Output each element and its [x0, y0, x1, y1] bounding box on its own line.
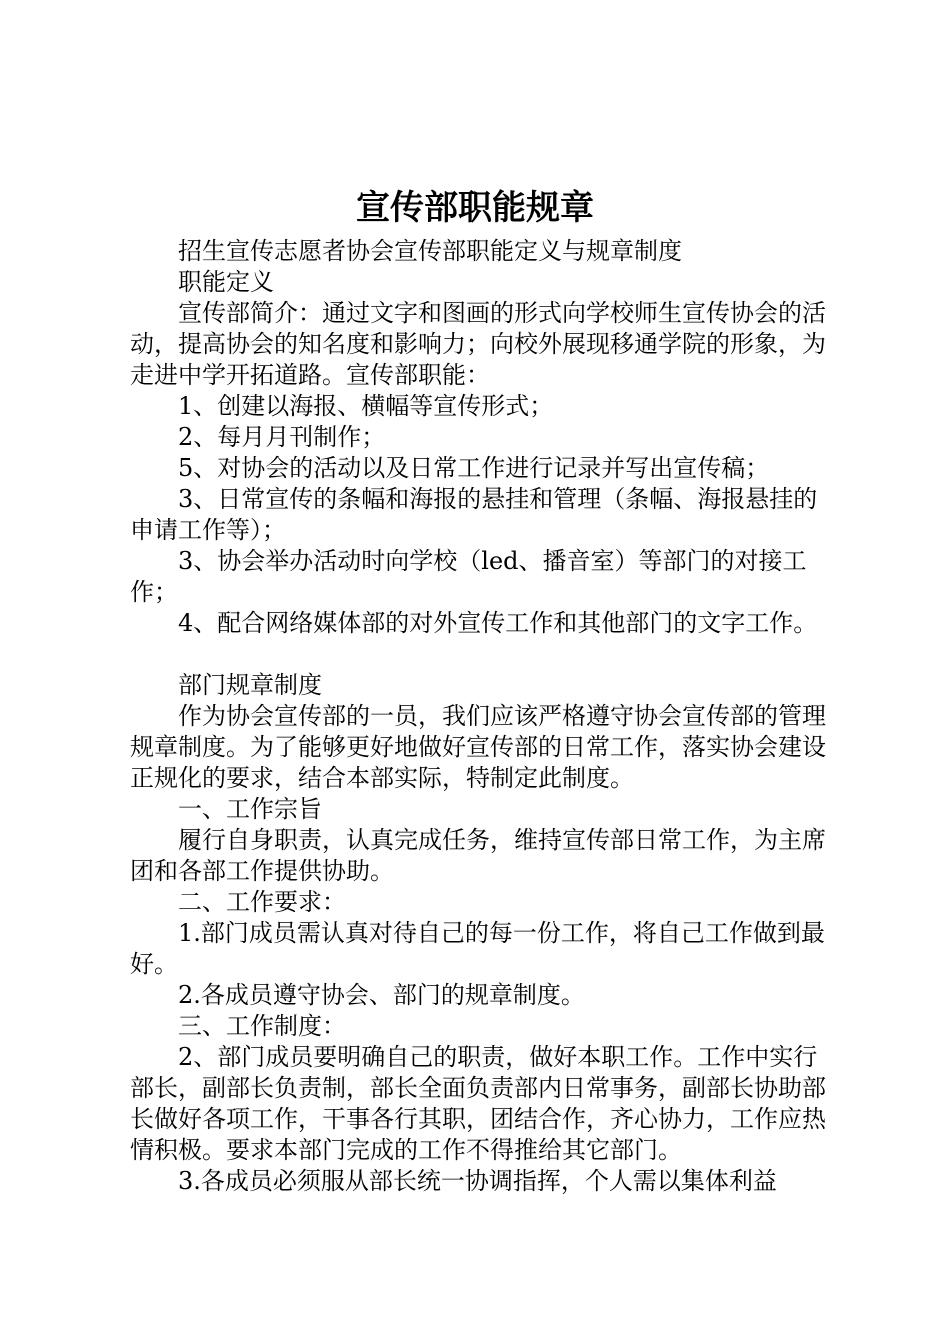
- blank-line: [130, 639, 830, 670]
- system-item: 2、部门成员要明确自己的职责，做好本职工作。工作中实行部长，副部长负责制，部长全面负责部内日常事务，副部长协助部长做好各项工作，干事各行其职，团结合作，齐心协力，工作应热情积极。要求本部门完成的工作不得推给其它部门。: [130, 1043, 826, 1164]
- subsection-heading-system: 三、工作制度：: [178, 1012, 346, 1040]
- requirement-item: 1.部门成员需认真对待自己的每一份工作，将自己工作做到最好。: [130, 919, 825, 978]
- subtitle-paragraph: 招生宣传志愿者协会宣传部职能定义与规章制度: [178, 237, 682, 265]
- duty-item: 2、每月月刊制作；: [178, 423, 386, 451]
- requirement-item: 2.各成员遵守协会、部门的规章制度。: [178, 981, 585, 1009]
- purpose-paragraph: 履行自身职责，认真完成任务，维持宣传部日常工作，为主席团和各部工作提供协助。: [130, 826, 826, 885]
- duty-item: 3、协会举办活动时向学校（led、播音室）等部门的对接工作；: [130, 547, 807, 606]
- section-heading-regulations: 部门规章制度: [178, 671, 322, 699]
- section-heading-function-definition: 职能定义: [178, 268, 274, 296]
- system-item: 3.各成员必须服从部长统一协调指挥，个人需以集体利益: [178, 1167, 777, 1195]
- duty-item: 3、日常宣传的条幅和海报的悬挂和管理（条幅、海报悬挂的申请工作等）；: [130, 485, 818, 544]
- document-body: [130, 236, 830, 1197]
- document-title: 宣传部职能规章: [356, 188, 594, 228]
- regulations-intro-paragraph: 作为协会宣传部的一员，我们应该严格遵守协会宣传部的管理规章制度。为了能够更好地做好宣传部的日常工作，落实协会建设正规化的要求，结合本部实际，特制定此制度。: [130, 702, 826, 792]
- subsection-heading-requirements: 二、工作要求：: [178, 888, 346, 916]
- subsection-heading-purpose: 一、工作宗旨: [178, 795, 322, 823]
- intro-paragraph: 宣传部简介：通过文字和图画的形式向学校师生宣传协会的活动，提高协会的知名度和影响力；向校外展现移通学院的形象，为走进中学开拓道路。宣传部职能：: [130, 299, 826, 389]
- duty-item: 5、对协会的活动以及日常工作进行记录并写出宣传稿；: [178, 454, 770, 482]
- duty-item: 4、配合网络媒体部的对外宣传工作和其他部门的文字工作。: [178, 609, 818, 637]
- duty-item: 1、创建以海报、横幅等宣传形式；: [178, 392, 554, 420]
